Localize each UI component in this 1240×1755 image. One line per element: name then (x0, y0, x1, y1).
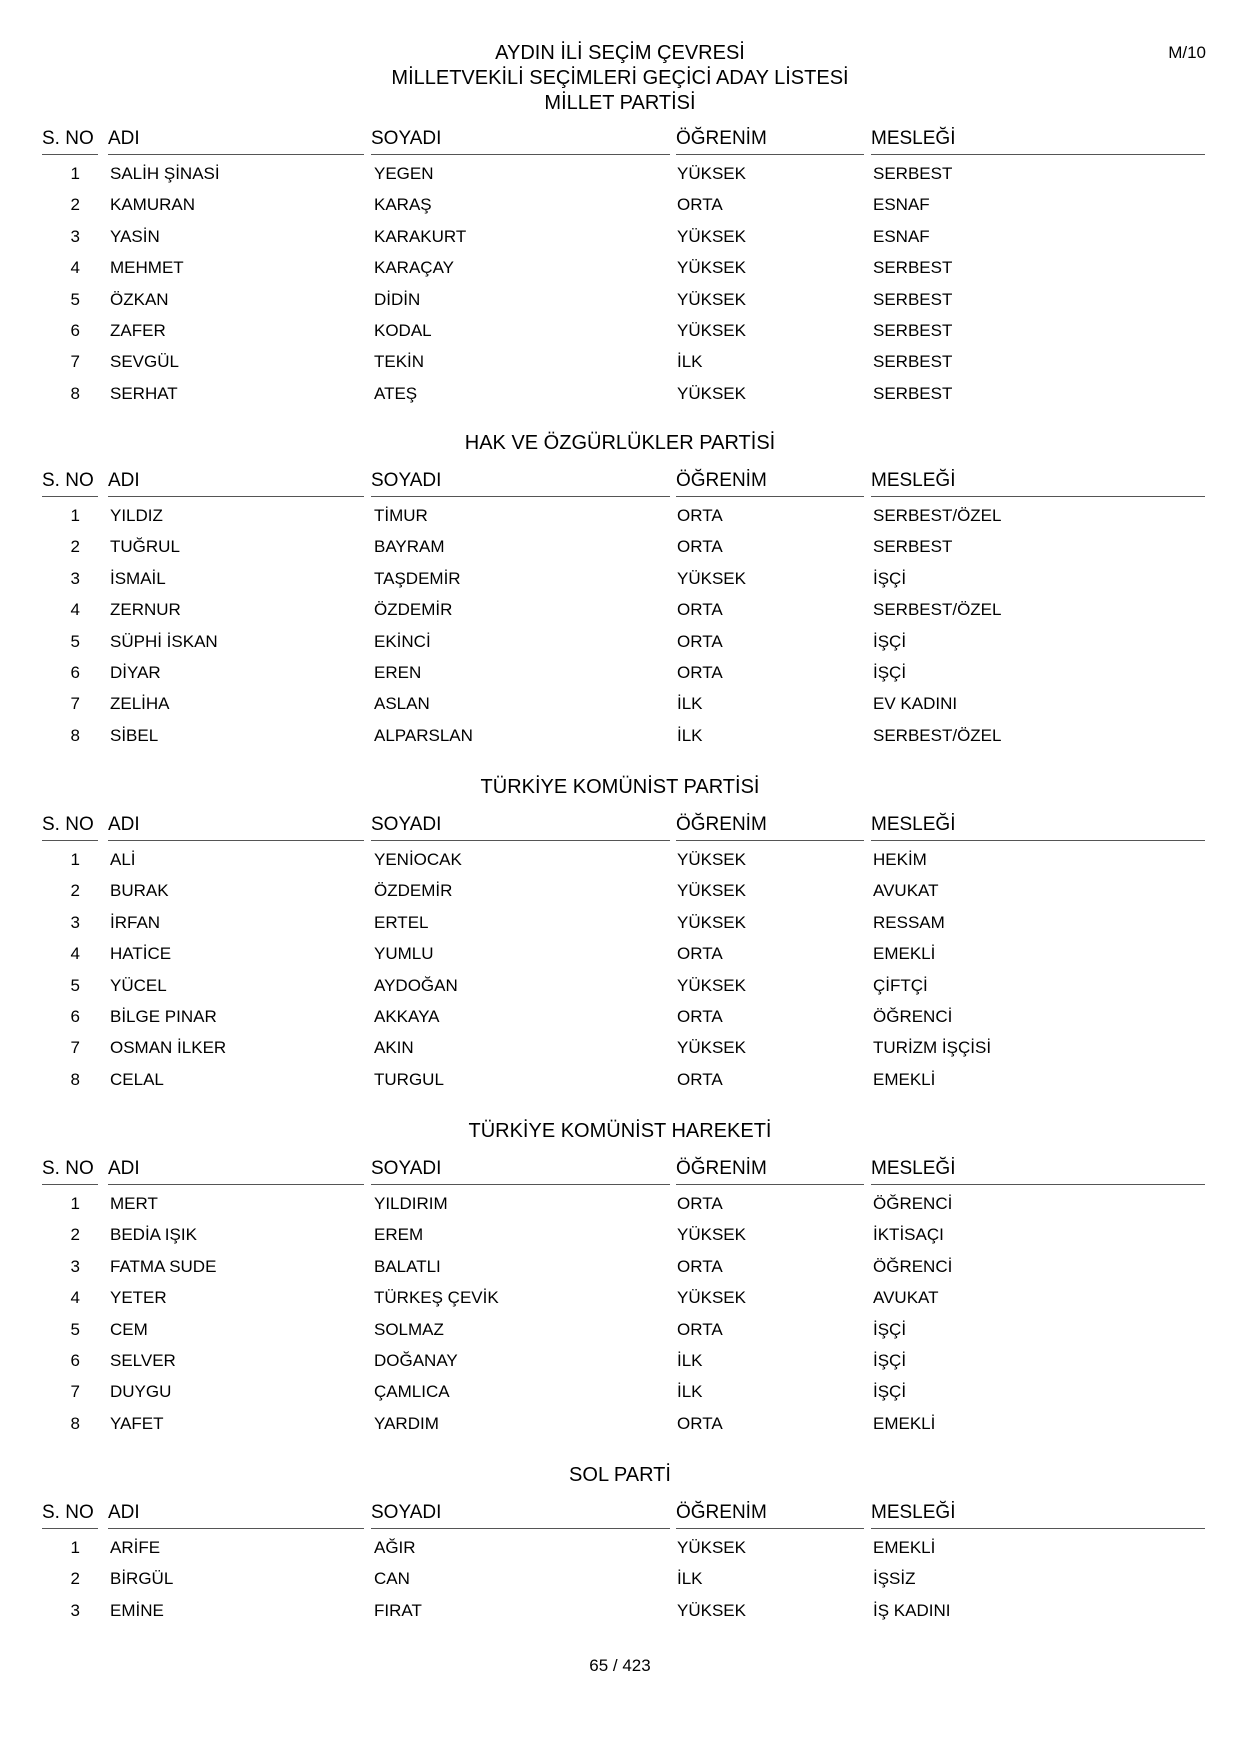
cell-meslek: EV KADINI (873, 694, 958, 714)
cell-ogrenim: YÜKSEK (677, 226, 746, 246)
table-row (0, 1563, 1240, 1594)
header-meslek: MESLEĞİ (871, 126, 1205, 155)
cell-ogrenim: ORTA (677, 195, 723, 215)
cell-soyadi: TEKİN (374, 352, 425, 372)
cell-meslek: SERBEST (873, 537, 953, 557)
table-row (0, 1064, 1240, 1095)
cell-adi: DUYGU (110, 1382, 172, 1402)
candidate-table (0, 812, 1240, 1095)
cell-meslek: EMEKLİ (873, 1069, 936, 1089)
cell-meslek: SERBEST/ÖZEL (873, 725, 1002, 745)
cell-adi: YAFET (110, 1413, 164, 1433)
cell-sno: 5 (70, 289, 80, 309)
cell-ogrenim: YÜKSEK (677, 1225, 746, 1245)
table-row (0, 378, 1240, 409)
header-meslek: MESLEĞİ (871, 812, 1205, 841)
table-row (0, 688, 1240, 719)
cell-adi: SELVER (110, 1350, 176, 1370)
header-ogrenim: ÖĞRENİM (676, 1500, 864, 1529)
cell-sno: 4 (70, 1288, 80, 1308)
cell-ogrenim: YÜKSEK (677, 1038, 746, 1058)
cell-sno: 2 (70, 537, 80, 557)
cell-adi: TUĞRUL (110, 537, 180, 557)
header-adi: ADI (108, 1156, 364, 1185)
cell-soyadi: AĞIR (374, 1538, 416, 1557)
cell-soyadi: TURGUL (374, 1069, 444, 1089)
candidate-table (0, 126, 1240, 409)
cell-ogrenim: ORTA (677, 1194, 723, 1213)
cell-sno: 3 (70, 912, 80, 932)
table-header (0, 468, 1240, 500)
header-sno: S. NO (42, 126, 98, 155)
cell-adi: BEDİA IŞIK (110, 1225, 197, 1245)
header-ogrenim: ÖĞRENİM (676, 468, 864, 497)
table-row (0, 1408, 1240, 1439)
header-sno: S. NO (42, 468, 98, 497)
cell-soyadi: KODAL (374, 320, 432, 340)
cell-meslek: İŞÇİ (873, 1382, 907, 1402)
header-soyadi: SOYADI (371, 1500, 670, 1529)
cell-meslek: RESSAM (873, 912, 945, 932)
candidate-table (0, 1156, 1240, 1439)
cell-meslek: EMEKLİ (873, 1538, 936, 1557)
cell-ogrenim: ORTA (677, 1069, 723, 1089)
cell-sno: 7 (70, 1382, 80, 1402)
cell-sno: 2 (70, 1225, 80, 1245)
table-row (0, 346, 1240, 377)
cell-sno: 7 (70, 1038, 80, 1058)
cell-soyadi: YENİOCAK (374, 850, 462, 869)
table-row (0, 970, 1240, 1001)
header-meslek: MESLEĞİ (871, 1500, 1205, 1529)
cell-ogrenim: İLK (677, 1569, 703, 1589)
table-row (0, 500, 1240, 531)
cell-meslek: AVUKAT (873, 1288, 939, 1308)
cell-ogrenim: YÜKSEK (677, 258, 746, 278)
table-row (0, 657, 1240, 688)
cell-adi: CEM (110, 1319, 148, 1339)
cell-sno: 5 (70, 631, 80, 651)
cell-soyadi: EREN (374, 662, 422, 682)
cell-meslek: AVUKAT (873, 881, 939, 901)
cell-soyadi: ÖZDEMİR (374, 600, 453, 620)
cell-sno: 1 (70, 164, 80, 183)
cell-soyadi: AYDOĞAN (374, 975, 458, 995)
party-title: TÜRKİYE KOMÜNİST PARTİSİ (480, 776, 760, 798)
table-row (0, 1532, 1240, 1563)
cell-sno: 8 (70, 725, 80, 745)
cell-soyadi: BALATLI (374, 1256, 441, 1276)
header-adi: ADI (108, 468, 364, 497)
cell-sno: 1 (70, 850, 80, 869)
cell-soyadi: KARAŞ (374, 195, 432, 215)
cell-soyadi: FIRAT (374, 1600, 422, 1620)
cell-ogrenim: İLK (677, 694, 703, 714)
cell-soyadi: ÖZDEMİR (374, 881, 453, 901)
party-title: SOL PARTİ (569, 1464, 671, 1486)
cell-ogrenim: YÜKSEK (677, 289, 746, 309)
cell-sno: 2 (70, 881, 80, 901)
cell-meslek: İŞÇİ (873, 1350, 907, 1370)
table-row (0, 252, 1240, 283)
cell-sno: 1 (70, 1538, 80, 1557)
cell-ogrenim: YÜKSEK (677, 881, 746, 901)
cell-adi: OSMAN İLKER (110, 1038, 227, 1058)
cell-meslek: SERBEST (873, 383, 953, 403)
table-row (0, 938, 1240, 969)
header-meslek: MESLEĞİ (871, 468, 1205, 497)
cell-sno: 2 (70, 195, 80, 215)
cell-ogrenim: İLK (677, 1350, 703, 1370)
table-row (0, 1314, 1240, 1345)
cell-sno: 1 (70, 1194, 80, 1213)
cell-adi: HATİCE (110, 944, 172, 964)
cell-adi: CELAL (110, 1069, 164, 1089)
cell-soyadi: ALPARSLAN (374, 725, 473, 745)
cell-ogrenim: YÜKSEK (677, 912, 746, 932)
cell-sno: 6 (70, 320, 80, 340)
cell-meslek: EMEKLİ (873, 1413, 936, 1433)
cell-soyadi: KARAÇAY (374, 258, 454, 278)
cell-adi: MEHMET (110, 258, 184, 278)
cell-adi: ALİ (110, 850, 136, 869)
cell-adi: SİBEL (110, 725, 159, 745)
cell-adi: İSMAİL (110, 568, 166, 588)
cell-sno: 4 (70, 600, 80, 620)
table-row (0, 189, 1240, 220)
table-row (0, 1345, 1240, 1376)
cell-soyadi: EKİNCİ (374, 631, 431, 651)
cell-adi: KAMURAN (110, 195, 196, 215)
cell-adi: YILDIZ (110, 506, 163, 525)
cell-soyadi: CAN (374, 1569, 410, 1589)
cell-adi: ZELİHA (110, 694, 170, 714)
header-meslek: MESLEĞİ (871, 1156, 1205, 1185)
header-adi: ADI (108, 126, 364, 155)
table-row (0, 875, 1240, 906)
cell-adi: DİYAR (110, 662, 161, 682)
party-title: MİLLET PARTİSİ (544, 92, 696, 114)
cell-sno: 2 (70, 1569, 80, 1589)
table-row (0, 315, 1240, 346)
table-row (0, 844, 1240, 875)
cell-ogrenim: ORTA (677, 600, 723, 620)
table-header (0, 1156, 1240, 1188)
cell-soyadi: AKIN (374, 1038, 414, 1058)
cell-ogrenim: ORTA (677, 631, 723, 651)
cell-adi: BURAK (110, 881, 169, 901)
cell-adi: SALİH ŞİNASİ (110, 164, 220, 183)
cell-meslek: ÖĞRENCİ (873, 1194, 953, 1213)
header-soyadi: SOYADI (371, 1156, 670, 1185)
cell-soyadi: DİDİN (374, 289, 421, 309)
cell-sno: 5 (70, 1319, 80, 1339)
cell-soyadi: YILDIRIM (374, 1194, 448, 1213)
header-sno: S. NO (42, 812, 98, 841)
cell-sno: 8 (70, 383, 80, 403)
cell-sno: 3 (70, 226, 80, 246)
header-sno: S. NO (42, 1500, 98, 1529)
cell-sno: 6 (70, 1350, 80, 1370)
page-code: M/10 (1168, 43, 1206, 62)
header-adi: ADI (108, 1500, 364, 1529)
cell-ogrenim: YÜKSEK (677, 1538, 746, 1557)
table-row (0, 284, 1240, 315)
cell-sno: 3 (70, 1600, 80, 1620)
cell-ogrenim: YÜKSEK (677, 164, 746, 183)
cell-soyadi: DOĞANAY (374, 1350, 458, 1370)
table-row (0, 1219, 1240, 1250)
cell-ogrenim: YÜKSEK (677, 850, 746, 869)
candidate-table (0, 1500, 1240, 1626)
cell-soyadi: BAYRAM (374, 537, 445, 557)
cell-ogrenim: ORTA (677, 537, 723, 557)
cell-adi: YÜCEL (110, 975, 167, 995)
cell-adi: İRFAN (110, 912, 161, 932)
cell-adi: ZAFER (110, 320, 166, 340)
table-row (0, 563, 1240, 594)
cell-soyadi: TAŞDEMİR (374, 568, 461, 588)
cell-meslek: HEKİM (873, 850, 927, 869)
cell-sno: 4 (70, 258, 80, 278)
table-header (0, 1500, 1240, 1532)
cell-sno: 1 (70, 506, 80, 525)
cell-ogrenim: YÜKSEK (677, 568, 746, 588)
cell-sno: 8 (70, 1069, 80, 1089)
cell-adi: MERT (110, 1194, 158, 1213)
cell-adi: BİRGÜL (110, 1569, 174, 1589)
table-row (0, 1188, 1240, 1219)
document-title (0, 41, 1240, 91)
cell-meslek: İŞSİZ (873, 1569, 916, 1589)
cell-meslek: TURİZM İŞÇİSİ (873, 1038, 992, 1058)
cell-ogrenim: ORTA (677, 506, 723, 525)
cell-adi: ARİFE (110, 1538, 161, 1557)
cell-ogrenim: ORTA (677, 1319, 723, 1339)
cell-meslek: SERBEST (873, 320, 953, 340)
cell-soyadi: AKKAYA (374, 1006, 440, 1026)
table-row (0, 531, 1240, 562)
cell-sno: 6 (70, 1006, 80, 1026)
header-ogrenim: ÖĞRENİM (676, 812, 864, 841)
table-row (0, 1376, 1240, 1407)
cell-meslek: ESNAF (873, 195, 930, 215)
header-soyadi: SOYADI (371, 126, 670, 155)
cell-meslek: İKTİSAÇI (873, 1225, 944, 1245)
cell-meslek: İŞ KADINI (873, 1600, 951, 1620)
cell-ogrenim: YÜKSEK (677, 383, 746, 403)
party-title: HAK VE ÖZGÜRLÜKLER PARTİSİ (464, 432, 776, 454)
cell-sno: 5 (70, 975, 80, 995)
cell-ogrenim: İLK (677, 1382, 703, 1402)
party-title: TÜRKİYE KOMÜNİST HAREKETİ (468, 1120, 772, 1142)
cell-adi: BİLGE PINAR (110, 1006, 217, 1026)
cell-sno: 7 (70, 352, 80, 372)
cell-meslek: SERBEST (873, 352, 953, 372)
cell-meslek: SERBEST/ÖZEL (873, 600, 1002, 620)
cell-ogrenim: ORTA (677, 944, 723, 964)
table-row (0, 1001, 1240, 1032)
cell-adi: FATMA SUDE (110, 1256, 217, 1276)
cell-meslek: İŞÇİ (873, 1319, 907, 1339)
cell-meslek: SERBEST/ÖZEL (873, 506, 1002, 525)
cell-soyadi: EREM (374, 1225, 424, 1245)
cell-adi: YASİN (110, 226, 160, 246)
header-ogrenim: ÖĞRENİM (676, 1156, 864, 1185)
cell-meslek: SERBEST (873, 164, 953, 183)
table-row (0, 626, 1240, 657)
cell-adi: EMİNE (110, 1600, 164, 1620)
cell-adi: ÖZKAN (110, 289, 169, 309)
cell-sno: 3 (70, 1256, 80, 1276)
cell-meslek: ÖĞRENCİ (873, 1006, 953, 1026)
table-row (0, 1032, 1240, 1063)
table-row (0, 1595, 1240, 1626)
cell-sno: 4 (70, 944, 80, 964)
cell-ogrenim: ORTA (677, 1006, 723, 1026)
table-header (0, 812, 1240, 844)
cell-meslek: ÇİFTÇİ (873, 975, 928, 995)
cell-ogrenim: YÜKSEK (677, 975, 746, 995)
table-row (0, 221, 1240, 252)
cell-adi: SÜPHİ İSKAN (110, 631, 218, 651)
header-ogrenim: ÖĞRENİM (676, 126, 864, 155)
cell-ogrenim: ORTA (677, 662, 723, 682)
cell-meslek: ÖĞRENCİ (873, 1256, 953, 1276)
cell-soyadi: ATEŞ (374, 383, 418, 403)
cell-soyadi: SOLMAZ (374, 1319, 444, 1339)
cell-meslek: SERBEST (873, 258, 953, 278)
header-soyadi: SOYADI (371, 812, 670, 841)
cell-soyadi: YEGEN (374, 164, 434, 183)
table-row (0, 1251, 1240, 1282)
cell-soyadi: TÜRKEŞ ÇEVİK (374, 1288, 499, 1308)
cell-sno: 8 (70, 1413, 80, 1433)
cell-meslek: İŞÇİ (873, 662, 907, 682)
cell-ogrenim: YÜKSEK (677, 1288, 746, 1308)
cell-soyadi: YUMLU (374, 944, 434, 964)
title-line-list: MİLLETVEKİLİ SEÇİMLERİ GEÇİCİ ADAY LİSTESİ (391, 67, 849, 89)
table-row (0, 158, 1240, 189)
table-row (0, 720, 1240, 751)
cell-meslek: İŞÇİ (873, 568, 907, 588)
cell-ogrenim: İLK (677, 352, 703, 372)
cell-sno: 3 (70, 568, 80, 588)
title-line-province: AYDIN İLİ SEÇİM ÇEVRESİ (495, 42, 745, 64)
cell-meslek: SERBEST (873, 289, 953, 309)
cell-adi: ZERNUR (110, 600, 181, 620)
cell-soyadi: ERTEL (374, 912, 429, 932)
cell-soyadi: ASLAN (374, 694, 430, 714)
cell-soyadi: KARAKURT (374, 226, 467, 246)
cell-ogrenim: YÜKSEK (677, 320, 746, 340)
cell-sno: 6 (70, 662, 80, 682)
table-row (0, 907, 1240, 938)
cell-sno: 7 (70, 694, 80, 714)
cell-meslek: İŞÇİ (873, 631, 907, 651)
header-adi: ADI (108, 812, 364, 841)
table-header (0, 126, 1240, 158)
candidate-table (0, 468, 1240, 751)
cell-soyadi: TİMUR (374, 506, 428, 525)
cell-adi: SEVGÜL (110, 352, 179, 372)
page-number: 65 / 423 (589, 1656, 651, 1675)
cell-meslek: EMEKLİ (873, 944, 936, 964)
cell-ogrenim: YÜKSEK (677, 1600, 746, 1620)
table-row (0, 594, 1240, 625)
header-sno: S. NO (42, 1156, 98, 1185)
cell-soyadi: YARDIM (374, 1413, 439, 1433)
table-row (0, 1282, 1240, 1313)
cell-adi: SERHAT (110, 383, 178, 403)
cell-ogrenim: ORTA (677, 1413, 723, 1433)
cell-ogrenim: ORTA (677, 1256, 723, 1276)
cell-soyadi: ÇAMLICA (374, 1382, 450, 1402)
cell-ogrenim: İLK (677, 725, 703, 745)
header-soyadi: SOYADI (371, 468, 670, 497)
cell-adi: YETER (110, 1288, 167, 1308)
cell-meslek: ESNAF (873, 226, 930, 246)
